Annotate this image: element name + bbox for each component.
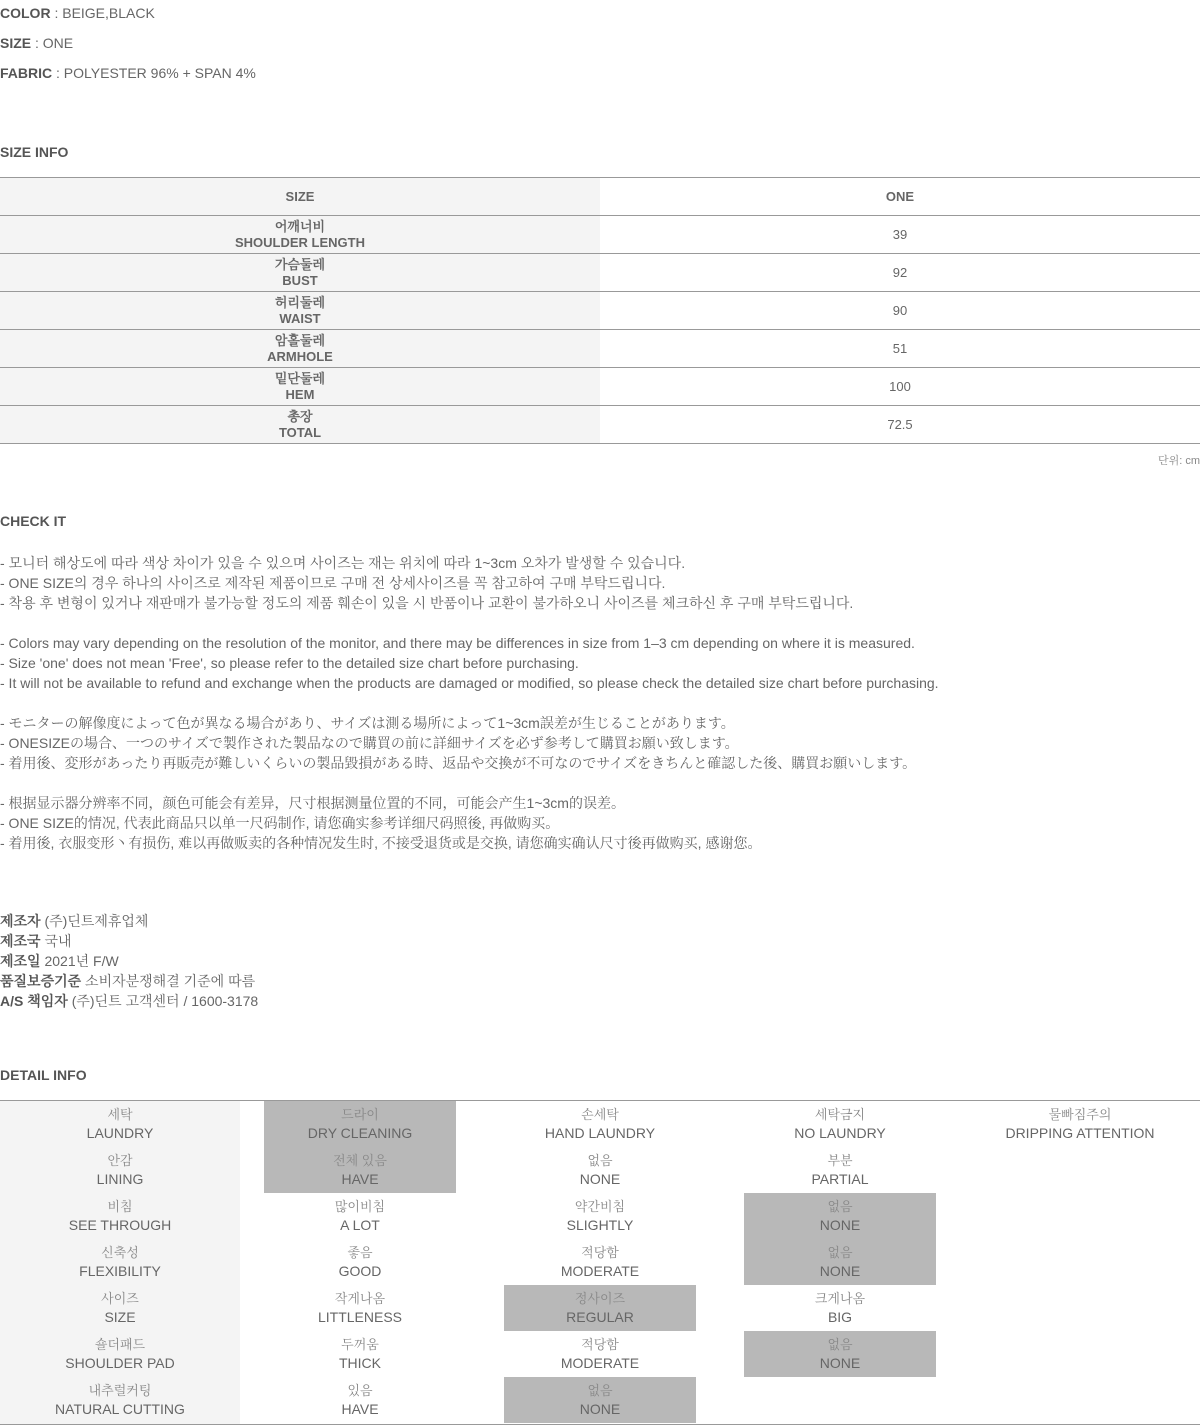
- detail-option: [240, 1285, 480, 1331]
- detail-option: [240, 1377, 480, 1423]
- check-it-notes: [0, 553, 939, 873]
- option-en: LITTLENESS: [317, 1309, 403, 1325]
- detail-option: [240, 1147, 480, 1193]
- mfr-line: A/S 책임자 (주)딘트 고객센터 / 1600-3178: [0, 993, 259, 1009]
- detail-info-heading: DETAIL INFO: [0, 1067, 87, 1083]
- row-value: 39: [892, 227, 908, 242]
- detail-option: [240, 1331, 480, 1377]
- detail-option: [720, 1101, 960, 1147]
- row-label-en: HEM: [285, 386, 315, 402]
- note-line: - ONE SIZE의 경우 하나의 사이즈로 제작된 제품이므로 구매 전 상세사이즈를 꼭 참고하여 구매 부탁드립니다.: [0, 575, 666, 591]
- option-ko: 두꺼움: [341, 1337, 379, 1352]
- table-row: [0, 330, 1200, 368]
- size-table: [0, 177, 1200, 444]
- detail-option: [480, 1193, 720, 1239]
- detail-option: [480, 1285, 720, 1331]
- option-en: LAUNDRY: [86, 1125, 154, 1141]
- note-line: - 모니터 해상도에 따라 색상 차이가 있을 수 있으며 사이즈는 재는 위치에 따라 1~3cm 오차가 발생할 수 있습니다.: [0, 555, 686, 571]
- table-row: [0, 406, 1200, 444]
- note-line: - It will not be available to refund and exchange when the products are damaged or modified, so please check the detailed size chart before purchasing.: [0, 675, 939, 691]
- detail-row-label: [0, 1377, 240, 1423]
- option-ko: 내추럴커팅: [88, 1383, 152, 1398]
- option-ko: 신축성: [101, 1245, 139, 1260]
- mfr-line: 품질보증기준 소비자분쟁해결 기준에 따름: [0, 973, 256, 989]
- detail-option: [480, 1331, 720, 1377]
- mfr-line: 제조자 (주)딘트제휴업체: [0, 913, 149, 929]
- option-ko: 없음: [587, 1383, 613, 1398]
- row-label-en: WAIST: [279, 310, 321, 326]
- detail-row-label: [0, 1193, 240, 1239]
- option-en: REGULAR: [566, 1309, 634, 1325]
- option-ko: 세탁: [107, 1107, 133, 1122]
- detail-option: [480, 1377, 720, 1423]
- row-label-ko: 암홀둘레: [274, 332, 326, 348]
- detail-option: [480, 1239, 720, 1285]
- detail-option: [240, 1193, 480, 1239]
- detail-option: [720, 1193, 960, 1239]
- detail-option: [720, 1285, 960, 1331]
- mfr-line: 제조국 국내: [0, 933, 72, 949]
- mfr-line: 제조일 2021년 F/W: [0, 953, 119, 969]
- detail-row-label: [0, 1331, 240, 1377]
- detail-option: [480, 1147, 720, 1193]
- option-en: HAND LAUNDRY: [544, 1125, 656, 1141]
- option-ko: 많이비침: [334, 1199, 386, 1214]
- spec-color: COLOR : BEIGE,BLACK: [0, 5, 155, 21]
- note-line: - ONE SIZE的情况, 代表此商品只以单一尺码制作, 请您确实参考详细尺码照後, 再做购买。: [0, 815, 560, 831]
- option-en: THICK: [339, 1355, 381, 1371]
- detail-option: [720, 1147, 960, 1193]
- detail-option: [240, 1239, 480, 1285]
- note-line: - Colors may vary depending on the resolution of the monitor, and there may be differences in size from 1–3 cm depending on where it is measured.: [0, 635, 915, 651]
- detail-option: [240, 1101, 480, 1147]
- option-ko: 있음: [347, 1383, 373, 1398]
- option-en: MODERATE: [560, 1355, 640, 1371]
- detail-row-label: [0, 1147, 240, 1193]
- option-en: NATURAL CUTTING: [55, 1401, 185, 1417]
- option-en: DRIPPING ATTENTION: [1005, 1125, 1155, 1141]
- detail-option: [960, 1101, 1200, 1147]
- unit-note: 단위: cm: [1157, 455, 1200, 467]
- option-ko: 부분: [827, 1153, 853, 1168]
- option-en: SLIGHTLY: [566, 1217, 634, 1233]
- spec-size: SIZE : ONE: [0, 35, 74, 51]
- option-ko: 크게나옴: [814, 1291, 866, 1306]
- row-label-ko: 어깨너비: [274, 218, 326, 234]
- row-value: 72.5: [887, 417, 913, 432]
- row-label-ko: 밑단둘레: [274, 370, 326, 386]
- manufacturer-info: [0, 911, 258, 1011]
- option-ko: 안감: [107, 1153, 133, 1168]
- row-value: 100: [889, 379, 911, 394]
- detail-option: [480, 1101, 720, 1147]
- table-row: [0, 216, 1200, 254]
- table-row: [0, 292, 1200, 330]
- detail-table: [0, 1100, 1200, 1425]
- option-en: DRY CLEANING: [307, 1125, 413, 1141]
- option-ko: 없음: [827, 1245, 853, 1260]
- option-ko: 없음: [587, 1153, 613, 1168]
- option-ko: 사이즈: [101, 1291, 139, 1306]
- option-ko: 정사이즈: [574, 1291, 626, 1306]
- detail-row-label: [0, 1101, 240, 1147]
- detail-option: [720, 1331, 960, 1377]
- option-ko: 손세탁: [581, 1107, 619, 1122]
- option-en: SEE THROUGH: [68, 1217, 172, 1233]
- note-line: - 着用後、変形があったり再販売が難しいくらいの製品毀損がある時、返品や交換が不可なのでサイズをきちんと確認した後、購買お願いします。: [0, 755, 917, 771]
- option-ko: 약간비침: [574, 1199, 626, 1214]
- note-line: - モニターの解像度によって色が異なる場合があり、サイズは測る場所によって1~3cm誤差が生じることがあります。: [0, 715, 735, 731]
- size-table-header: [0, 178, 1200, 216]
- row-label-ko: 가슴둘레: [274, 256, 326, 272]
- option-en: BIG: [827, 1309, 853, 1325]
- option-ko: 없음: [827, 1337, 853, 1352]
- option-en: SHOULDER PAD: [65, 1355, 175, 1371]
- option-ko: 작게나옴: [334, 1291, 386, 1306]
- option-ko: 적당함: [581, 1337, 619, 1352]
- option-en: FLEXIBILITY: [79, 1263, 161, 1279]
- option-en: NONE: [819, 1217, 861, 1233]
- notes-zh: [0, 793, 939, 853]
- option-ko: 적당함: [581, 1245, 619, 1260]
- option-en: MODERATE: [560, 1263, 640, 1279]
- note-line: - ONESIZEの場合、一つのサイズで製作された製品なので購買の前に詳細サイズを必ず参考して購買お願い致します。: [0, 735, 739, 751]
- size-header-label: SIZE: [0, 178, 600, 215]
- option-en: PARTIAL: [811, 1171, 869, 1187]
- row-label-en: SHOULDER LENGTH: [235, 234, 365, 250]
- row-label-en: ARMHOLE: [267, 348, 333, 364]
- option-en: NONE: [819, 1263, 861, 1279]
- option-ko: 세탁금지: [814, 1107, 866, 1122]
- detail-row-label: [0, 1285, 240, 1331]
- table-row: [0, 368, 1200, 406]
- notes-ko: [0, 553, 939, 613]
- table-row: [0, 254, 1200, 292]
- option-en: NONE: [819, 1355, 861, 1371]
- row-value: 92: [892, 265, 908, 280]
- notes-en: [0, 633, 939, 693]
- option-ko: 없음: [827, 1199, 853, 1214]
- option-ko: 숄더패드: [94, 1337, 146, 1352]
- option-en: NONE: [579, 1401, 621, 1417]
- spec-fabric: FABRIC : POLYESTER 96% + SPAN 4%: [0, 65, 256, 81]
- option-ko: 드라이: [341, 1107, 379, 1122]
- row-value: 90: [892, 303, 908, 318]
- row-label-en: BUST: [282, 272, 318, 288]
- check-it-heading: CHECK IT: [0, 513, 67, 529]
- row-label-ko: 허리둘레: [274, 294, 326, 310]
- option-ko: 전체 있음: [333, 1153, 387, 1168]
- option-en: NO LAUNDRY: [794, 1125, 886, 1141]
- note-line: - 着用後, 衣服变形丶有损伤, 难以再做贩卖的各种情况发生时, 不接受退货或是交换, 请您确实确认尺寸後再做购买, 感谢您。: [0, 835, 762, 851]
- row-value: 51: [892, 341, 908, 356]
- size-header-value: ONE: [885, 189, 915, 204]
- option-en: A LOT: [340, 1217, 380, 1233]
- size-info-heading: SIZE INFO: [0, 144, 69, 160]
- option-en: HAVE: [341, 1171, 379, 1187]
- option-en: NONE: [579, 1171, 621, 1187]
- option-en: LINING: [96, 1171, 144, 1187]
- note-line: - 착용 후 변형이 있거나 재판매가 불가능할 정도의 제품 훼손이 있을 시 반품이나 교환이 불가하오니 사이즈를 체크하신 후 구매 부탁드립니다.: [0, 595, 854, 611]
- option-ko: 좋음: [347, 1245, 373, 1260]
- option-ko: 비침: [107, 1199, 133, 1214]
- option-en: GOOD: [338, 1263, 382, 1279]
- option-ko: 물빠짐주의: [1048, 1107, 1112, 1122]
- note-line: - 根据显示器分辨率不同，颜色可能会有差异，尺寸根据测量位置的不同，可能会产生1~3cm的误差。: [0, 795, 625, 811]
- detail-row-label: [0, 1239, 240, 1285]
- notes-ja: [0, 713, 939, 773]
- row-label-ko: 총장: [287, 408, 313, 424]
- note-line: - Size 'one' does not mean 'Free', so please refer to the detailed size chart before purchasing.: [0, 655, 579, 671]
- option-en: SIZE: [104, 1309, 136, 1325]
- option-en: HAVE: [341, 1401, 379, 1417]
- row-label-en: TOTAL: [278, 424, 322, 440]
- detail-option: [720, 1239, 960, 1285]
